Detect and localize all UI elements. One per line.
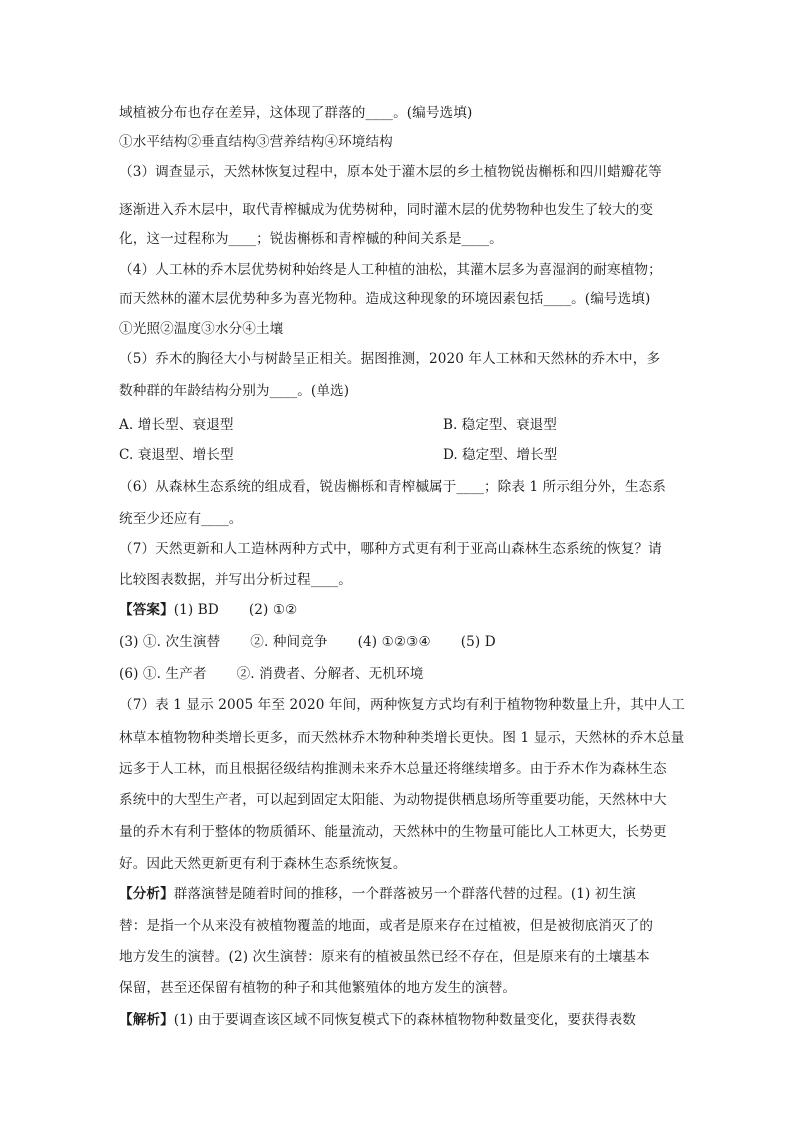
explanation-label: 【解析】 <box>119 1012 174 1028</box>
answer-6a: (6) ①. 生产者 <box>119 666 207 682</box>
analysis-label: 【分析】 <box>119 886 174 902</box>
option-b: B. 稳定型、衰退型 <box>443 417 557 433</box>
answer-line <box>119 665 423 683</box>
text-line: 地方发生的演替。(2) 次生演替：原来有的植被虽然已经不存在，但是原来有的土壤基本 <box>119 949 650 965</box>
answer-line <box>119 601 297 619</box>
answer-2: (2) ①② <box>248 602 298 618</box>
text-line: 数种群的年龄结构分别为____。(单选) <box>119 383 350 399</box>
text-line: 林草本植物物种类增长更多，而天然林乔木物种种类增长更快。图 1 显示，天然林的乔木总量 <box>119 730 685 746</box>
option-c: C. 衰退型、增长型 <box>119 447 234 463</box>
options-line: ①水平结构②垂直结构③营养结构④环境结构 <box>119 134 393 150</box>
explanation-line <box>119 1011 636 1029</box>
option-d: D. 稳定型、增长型 <box>443 447 558 463</box>
text-line: 逐渐进入乔木层中，取代青榨槭成为优势树种，同时灌木层的优势物种也发生了较大的变 <box>119 202 654 218</box>
question-7-line: （7）天然更新和人工造林两种方式中，哪种方式更有利于亚高山森林生态系统的恢复？请 <box>119 541 662 557</box>
analysis-text: 群落演替是随着时间的推移，一个群落被另一个群落代替的过程。(1) 初生演 <box>173 886 636 902</box>
answer-6b: ②. 消费者、分解者、无机环境 <box>236 666 424 682</box>
text-line: 比较图表数据，并写出分析过程____。 <box>119 572 352 588</box>
options-line: ①光照②温度③水分④土壤 <box>119 321 284 337</box>
text-line: 量的乔木有利于整体的物质循环、能量流动，天然林中的生物量可能比人工林更大，长势更 <box>119 824 667 840</box>
text-line: 替：是指一个从来没有被植物覆盖的地面，或者是原来存在过植被，但是被彻底消灭了的 <box>119 918 654 934</box>
text-line: 而天然林的灌木层优势种多为喜光物种。造成这种现象的环境因素包括____。(编号选填) <box>119 291 651 307</box>
answer-4: (4) ①②③④ <box>357 634 431 650</box>
explanation-text: (1) 由于要调查该区域不同恢复模式下的森林植物物种数量变化，要获得表数 <box>173 1012 636 1028</box>
text-line: 好。因此天然更新更有利于森林生态系统恢复。 <box>119 856 407 872</box>
answer-7-line: （7）表 1 显示 2005 年至 2020 年间，两种恢复方式均有利于植物物种数量上升，其中人工 <box>119 697 685 713</box>
text-line: 统至少还应有____。 <box>119 511 243 527</box>
answer-3b: ②. 种间竞争 <box>250 634 328 650</box>
text-line: 化，这一过程称为____；锐齿槲栎和青榨槭的种间关系是____。 <box>119 231 503 247</box>
answer-5: (5) D <box>460 634 496 650</box>
text-line: 保留，甚至还保留有植物的种子和其他繁殖体的地方发生的演替。 <box>119 980 517 996</box>
text-line: 域植被分布也存在差异，这体现了群落的____。(编号选填) <box>119 105 473 121</box>
analysis-line <box>119 885 636 903</box>
answer-label: 【答案】 <box>119 602 174 618</box>
question-6-line: （6）从森林生态系统的组成看，锐齿槲栎和青榨槭属于____；除表 1 所示组分外，生态系 <box>119 479 666 495</box>
text-line: 远多于人工林，而且根据径级结构推测未来乔木总量还将继续增多。由于乔木作为森林生态 <box>119 761 667 777</box>
option-a: A. 增长型、衰退型 <box>119 417 234 433</box>
question-3-line: （3）调查显示，天然林恢复过程中，原本处于灌木层的乡土植物锐齿槲栎和四川蜡瓣花等 <box>119 164 662 180</box>
question-5-line: （5）乔木的胸径大小与树龄呈正相关。据图推测，2020 年人工林和天然林的乔木中，多 <box>119 351 661 367</box>
answer-line <box>119 633 496 651</box>
answer-3a: (3) ①. 次生演替 <box>119 634 221 650</box>
question-4-line: （4）人工林的乔木层优势树种始终是人工种植的油松，其灌木层多为喜湿润的耐寒植物； <box>119 262 662 278</box>
text-line: 系统中的大型生产者，可以起到固定太阳能、为动物提供栖息场所等重要功能，天然林中大 <box>119 792 667 808</box>
answer-1: (1) BD <box>173 602 219 618</box>
